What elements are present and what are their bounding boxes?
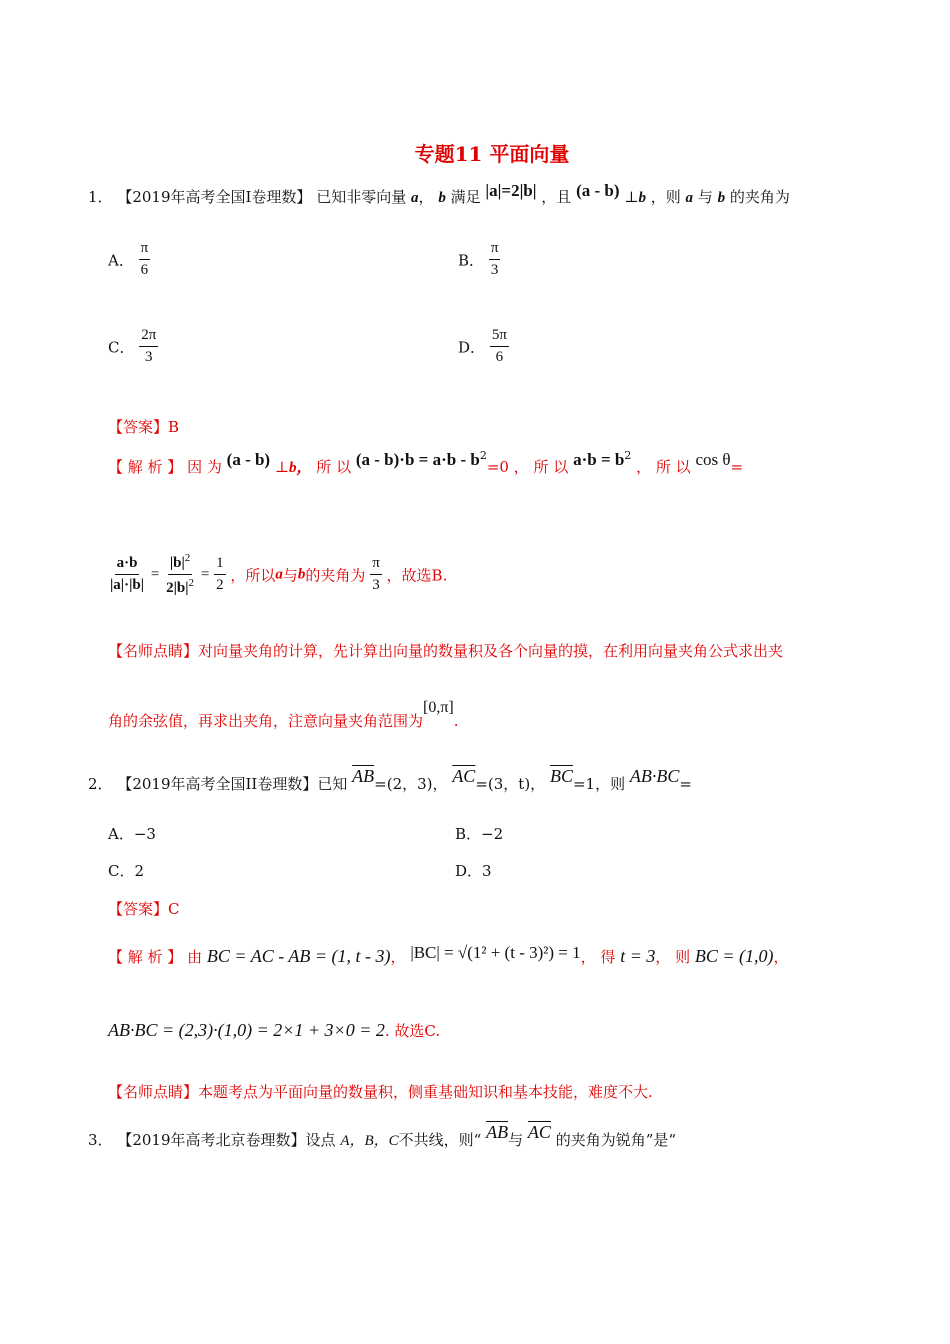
option-a: A．−3 — [108, 825, 156, 843]
answer-2: 【答案】C — [108, 900, 180, 918]
option-d: D． $\frac{5\pi}{6}$ — [458, 327, 507, 366]
question-number: 1． — [88, 188, 113, 206]
option-b: B． $\frac{\pi}{3}$ — [458, 240, 499, 279]
question-1-stem: 1． 【2019年高考全国I卷理数】 已知非零向量 a， b 满足 |a|=2|b| ，且 (a - b) ⊥b ，则 a 与 b 的夹角为 — [88, 181, 790, 206]
analysis-1-formula: $\frac{a\cdot b}{|a|\cdot|b|}$ = $\frac{|b|^2}{2|b|^2}$ = $\frac{1}{2}$ ，所以a与b的夹角为 $\frac{\pi}{3}$ ，故选B. — [110, 552, 448, 597]
option-d: D．3 — [455, 862, 492, 880]
condition-norm: |a|=2|b| — [485, 181, 537, 200]
option-a: A． $\frac{\pi}{6}$ — [108, 240, 149, 279]
question-3-stem: 3． 【2019年高考北京卷理数】设点 A，B，C不共线，则“ $\overline{AB}$与 $\overline{AC}$ 的夹角为锐角”是“ — [88, 1122, 677, 1149]
question-source: 【2019年高考全国I卷理数】 — [117, 188, 312, 206]
answer-1: 【答案】B — [108, 418, 180, 436]
option-b: B．−2 — [455, 825, 504, 843]
analysis-2: 【 解 析 】 由 BC = AC - AB = (1, t - 3)， |BC| = √(1² + (t - 3)²) = 1， 得 t = 3， 则 BC = (1,0)， — [108, 943, 789, 966]
tip-1-line-2: 角的余弦值，再求出夹角，注意向量夹角范围为[0,π]. — [108, 699, 459, 730]
page-title: 专题11 平面向量 — [414, 142, 570, 166]
option-c: C． $\frac{2\pi}{3}$ — [108, 327, 157, 366]
condition-diff: (a - b) — [576, 181, 620, 200]
question-number: 3． — [88, 1131, 113, 1149]
tip-1-line-1: 【名师点睛】对向量夹角的计算，先计算出向量的数量积及各个向量的摸，在利用向量夹角公式求出夹 — [108, 642, 784, 660]
question-source: 【2019年高考北京卷理数】 — [117, 1131, 306, 1149]
analysis-2-line-2: AB·BC = (2,3)·(1,0) = 2×1 + 3×0 = 2. 故选C. — [108, 1020, 441, 1040]
analysis-1: 【 解 析 】 因 为 (a - b) ⊥b， 所 以 $(a - b)\cdot b = a\cdot b - b^2=0$ ， 所 以 $a\cdot b = b^2$ ， 所 以 cos θ= — [108, 449, 744, 476]
question-2-stem: 2． 【2019年高考全国II卷理数】已知 $\overline{AB}=(2$，3)， $\overline{AC}=(3$，t)， $\overline{BC}=1$，则 AB·BC= — [88, 766, 692, 793]
question-source: 【2019年高考全国II卷理数】 — [117, 775, 318, 793]
option-c: C．2 — [108, 862, 145, 880]
question-number: 2． — [88, 775, 113, 793]
tip-2: 【名师点睛】本题考点为平面向量的数量积，侧重基础知识和基本技能，难度不大. — [108, 1083, 653, 1101]
